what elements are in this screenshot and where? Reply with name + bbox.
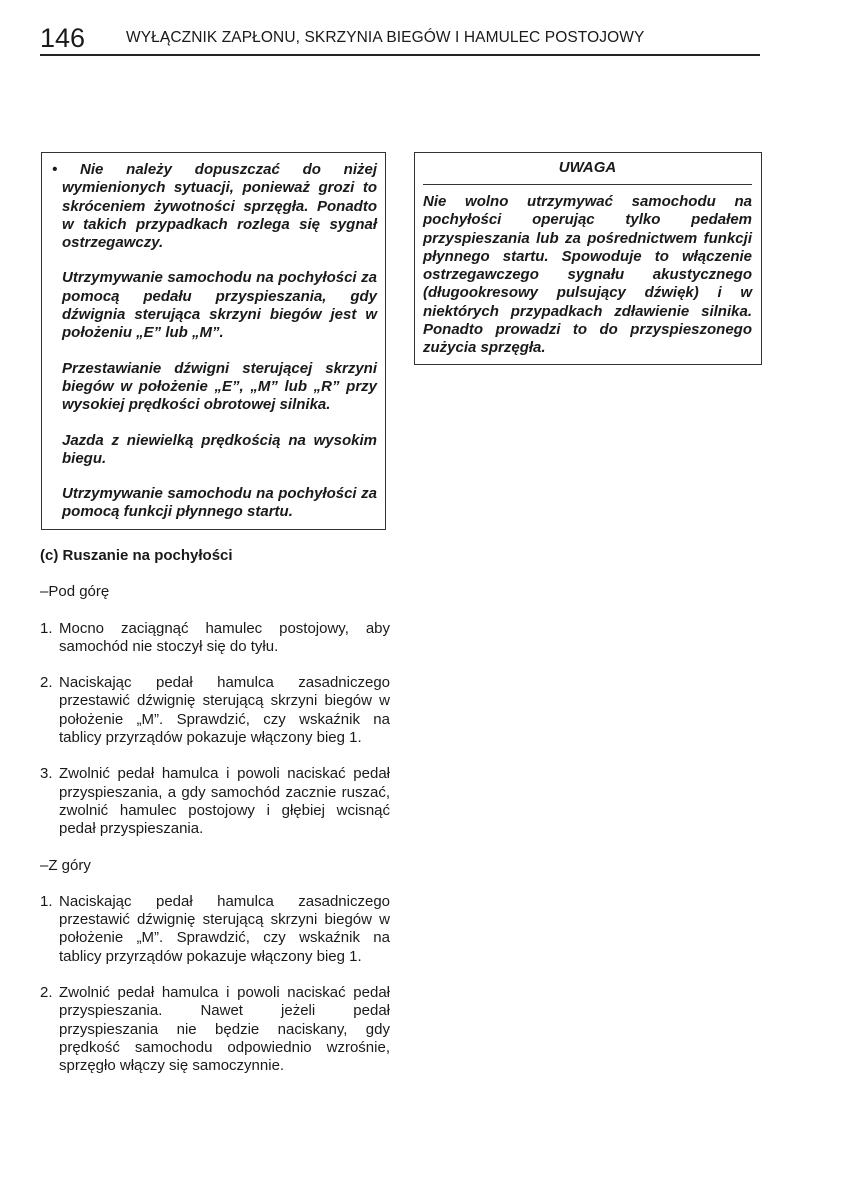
warning-item: Przestawianie dźwigni sterującej skrzyni biegów w położenie „E”, „M” lub „R” przy wysokiej prędkości obrotowej silnika. [62,359,377,414]
downhill-label: –Z góry [40,856,91,874]
warning-item: Jazda z niewielką prędkością na wysokim biegu. [62,431,377,467]
page-number: 146 [40,23,86,53]
instructions [40,547,390,1094]
warning-item: Utrzymywanie samochodu na pochyłości za pomocą pedału przyspieszania, gdy dźwignia sterująca skrzyni biegów jest w położeniu „E” lub „M”. [62,269,377,342]
downhill-steps [40,893,390,1076]
list-item: 1. Naciskając pedał hamulca zasadniczego przestawić dźwignię sterującą skrzyni biegów w położenie „M”. Sprawdzić, czy wskaźnik na tablicy przyrządów pokazuje włączony bieg 1. [40,892,390,965]
uphill-label: –Pod górę [40,583,110,601]
warning-box [41,152,386,530]
warning-intro: • Nie należy dopuszczać do niżej wymienionych sytuacji, ponieważ grozi to skróceniem żywotności sprzęgła. Ponadto w takich przypadkach rozlega się sygnał ostrzegawczy. [52,161,378,252]
section-heading: (c) Ruszanie na pochyłości [40,547,233,564]
bullet: • [52,161,58,178]
list-item: 2. Zwolnić pedał hamulca i powoli naciskać pedał przyspieszania. Nawet jeżeli pedał przyspieszania nie będzie naciskany, gdy prędkość samochodu odpowiednio wzrośnie, sprzęgło włączy się samoczynnie. [40,984,390,1075]
chapter-title: WYŁĄCZNIK ZAPŁONU, SKRZYNIA BIEGÓW I HAMULEC POSTOJOWY [126,29,645,46]
list-item: 2. Naciskając pedał hamulca zasadniczego przestawić dźwignię sterującą skrzyni biegów w położenie „M”. Sprawdzić, czy wskaźnik na tablicy przyrządów pokazuje włączony bieg 1. [40,674,390,747]
uphill-steps [40,620,390,839]
warning-item: Utrzymywanie samochodu na pochyłości za pomocą funkcji płynnego startu. [62,485,377,521]
caution-box [414,152,762,365]
list-item: 1. Mocno zaciągnąć hamulec postojowy, aby samochód nie stoczył się do tyłu. [40,619,390,655]
list-item: 3. Zwolnić pedał hamulca i powoli naciskać pedał przyspieszania, a gdy samochód zacznie ruszać, zwolnić hamulec postojowy i głębiej wcisnąć pedał przyspieszania. [40,765,390,838]
caution-text: Nie wolno utrzymywać samochodu na pochyłości operując tylko pedałem przyspieszania lub za pośrednictwem funkcji płynnego startu. Spowoduje to włączenie ostrzegawczego sygnału akustycznego (długookresowy pulsujący dźwięk) i w niektórych przypadkach zdławienie silnika. Ponadto prowadzi to do przyspieszonego zużycia sprzęgła. [423,193,752,357]
page-header [40,22,760,56]
caution-title: UWAGA [423,159,752,185]
